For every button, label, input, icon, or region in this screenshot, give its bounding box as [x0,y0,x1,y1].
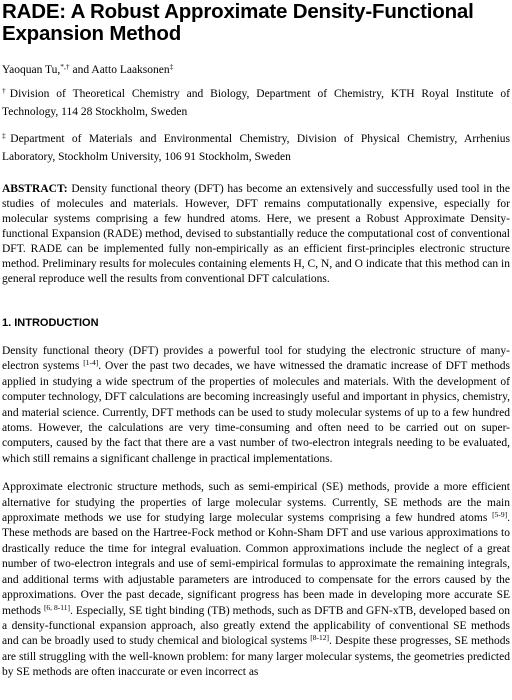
citation: [8-12] [310,633,329,643]
paragraph-text: . Especially, SE tight binding (TB) methods, such as DFTB and GFN-xTB, developed based on a density-functional expansion approach, also greatly extend the applicability of conventional SE methods and can be broadly used to study chemical and biological systems [2,604,510,648]
affiliation-text: Division of Theoretical Chemistry and Biology, Department of Chemistry, KTH Royal Institute of Technology, 114 28 Stockholm, Sweden [2,88,510,118]
author-line [2,63,510,77]
paragraph [2,480,510,680]
affiliation [2,131,510,166]
author-name: Yaoquan Tu, [2,64,61,76]
paragraph [2,344,510,467]
citation: [6, 8-11] [43,602,70,612]
paragraph-text: . These methods are based on the Hartree-Fock method or Kohn-Sham DFT and use various approximations to drastically reduce the time for integral evaluation. Common approximations include the neglect of a great number of two-electron integrals and use of semi-empirical formulas to approximate the remaining integrals, and additional terms with adjustable parameters are introduced to compensate for the errors caused by the approximations. Over the past decade, significant progress has been made in developing more accurate SE methods [2,512,510,617]
paragraph-text: Approximate electronic structure methods, such as semi-empirical (SE) methods, provide a more efficient alternative for studying the properties of large molecular systems. Currently, SE methods are the main approximate methods we use for studying large molecular systems comprising a few hundred atoms [2,481,510,525]
paragraph-text: Density functional theory (DFT) provides a powerful tool for studying the electronic structure of many-electron systems [2,345,510,373]
author-name: Aatto Laaksonen [91,64,170,76]
paragraph-text: . Despite these progresses, SE methods are still struggling with the well-known problem: for many larger molecular systems, the geometries predicted by SE methods are often inaccurate or even incorrect as [2,635,510,679]
citation: [1-4] [83,358,99,368]
affiliation [2,86,510,121]
author-conjunction: and [69,64,92,76]
affiliation-mark: † [2,86,10,95]
abstract-text: Density functional theory (DFT) has become an extensively and successfully used tool in the studies of molecules and materials. However, DFT remains computationally expensive, especially for molecular systems comprising a few hundred atoms. Here, we present a Robust Approximate Density-functional Expansion (RADE) method, devised to substantially reduce the computational cost of conventional DFT. RADE can be implemented fully non-empirically as an efficient first-principles electronic structure method. Preliminary results for molecules containing elements H, C, N, and O indicate that this method can in general reproduce well the results from conventional DFT calculations. [2,183,510,285]
paper-title: RADE: A Robust Approximate Density-Functional Expansion Method [2,0,474,45]
abstract [2,182,510,287]
author-mark: *,† [60,62,70,71]
paragraph-text: . Over the past two decades, we have witnessed the dramatic increase of DFT methods applied in studying a wide spectrum of the properties of molecules and materials. With the development of computer technology, DFT calculations are becoming increasingly useful and important in physics, chemistry, and material science. Currently, DFT methods can be used to study molecular systems of up to a few hundred atoms. However, the calculations are very time-consuming and often need to be carried out on super-computers, caused by the fact that there are a vast number of two-electron integrals needing to be evaluated, which still remains a significant challenge in practical implementations. [2,360,510,465]
affiliation-text: Department of Materials and Environmental Chemistry, Division of Physical Chemistry, Arrhenius Laboratory, Stockholm University, 106 91 Stockholm, Sweden [2,133,511,163]
affiliation-mark: ‡ [2,131,11,140]
author-mark: ‡ [169,62,174,71]
section-heading: 1. INTRODUCTION [2,317,99,329]
abstract-label: ABSTRACT: [2,183,68,195]
citation: [5-9] [492,510,508,520]
